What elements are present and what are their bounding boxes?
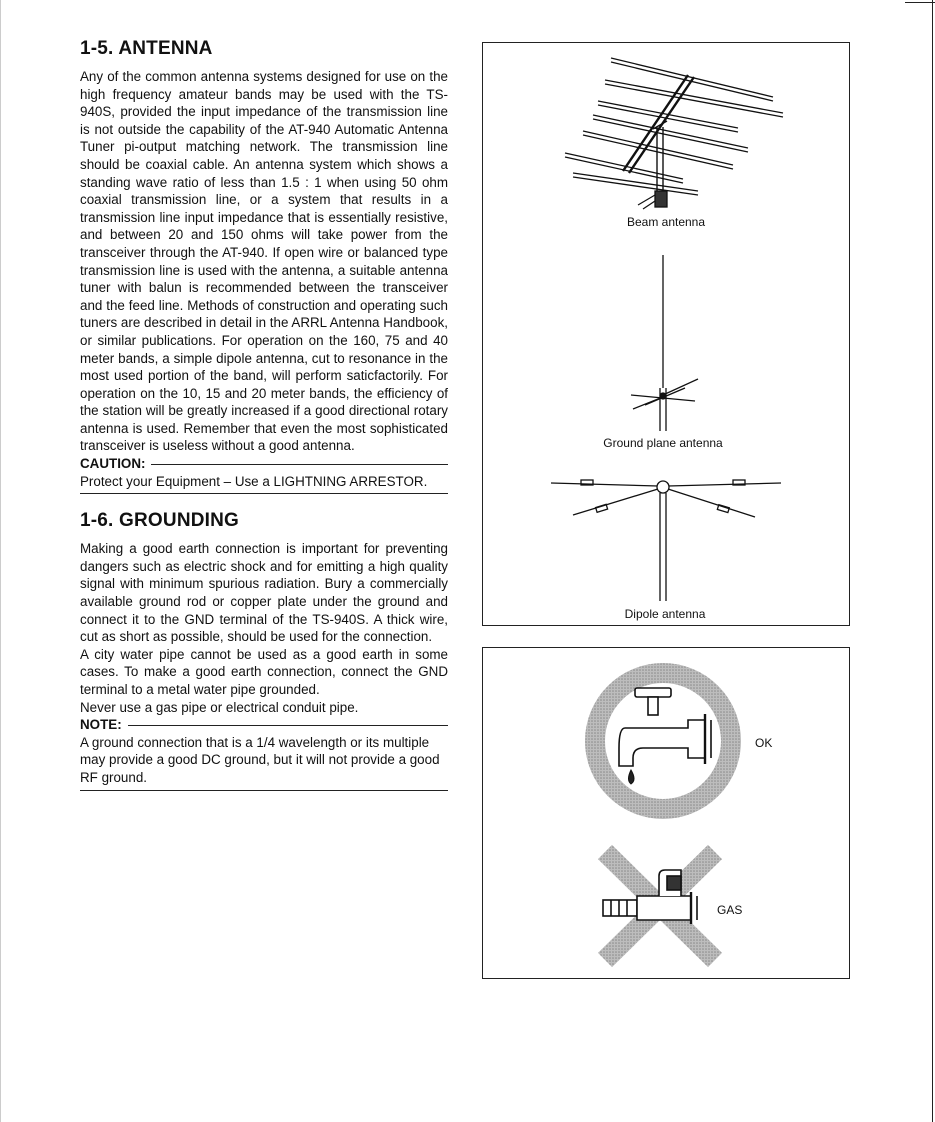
note-label-row — [80, 716, 448, 734]
antenna-heading: 1-5. ANTENNA — [80, 38, 213, 59]
ground-plane-antenna-caption: Ground plane antenna — [603, 436, 723, 450]
ok-faucet-drawing — [595, 673, 731, 809]
dipole-antenna-drawing — [551, 480, 781, 601]
beam-antenna-drawing — [565, 58, 783, 209]
ok-label: OK — [755, 736, 773, 750]
caution-label: CAUTION: — [80, 456, 146, 472]
gas-label: GAS — [717, 903, 743, 917]
grounding-paragraph-2: A city water pipe cannot be used as a good earth in some cases. To make a good earth connection, connect the GND terminal to a metal water pipe grounded. — [80, 646, 448, 697]
ground-plane-antenna-drawing — [631, 255, 698, 431]
dipole-antenna-caption: Dipole antenna — [624, 607, 706, 621]
grounding-illustrations — [483, 648, 849, 978]
note-label: NOTE: — [80, 717, 122, 733]
page-left-edge — [0, 0, 1, 1122]
antenna-figure-box — [482, 42, 850, 626]
antenna-section — [80, 38, 448, 494]
note-text: A ground connection that is a 1/4 wavelength or its multiple may provide a good DC ground, but it will not provide a good RF ground. — [80, 734, 448, 791]
grounding-paragraph-3: Never use a gas pipe or electrical conduit pipe. — [80, 699, 359, 715]
grounding-heading: 1-6. GROUNDING — [80, 510, 240, 532]
caution-rule — [151, 464, 448, 465]
antenna-illustrations — [483, 43, 849, 625]
beam-antenna-caption: Beam antenna — [626, 215, 706, 229]
page-corner-mark — [905, 2, 935, 3]
caution-text: Protect your Equipment – Use a LIGHTNING ARRESTOR. — [80, 473, 448, 495]
grounding-paragraph-1: Making a good earth connection is important for preventing dangers such as electric shock and for emitting a high quality signal with minimum spurious radiation. Bury a commercially available ground rod or copper plate under the ground and connect it to the GND terminal of the TS-940S. A thick wire, cut as short as possible, should be used for the connection. — [80, 541, 448, 645]
grounding-section — [80, 510, 448, 790]
caution-label-row — [80, 455, 448, 473]
antenna-body: Any of the common antenna systems designed for use on the high frequency amateur bands may be used with the TS-940S, provided the input impedance of the transmission line is not outside the capability of the AT-940 Automatic Antenna Tuner pi-output matching network. The transmission line should be coaxial cable. An antenna system which shows a standing wave ratio of less than 1.5 : 1 when using 50 ohm coaxial transmission line, or a system that results in a transmission line input impedance that is essentially resistive, and between 20 and 150 ohms will take power from the transceiver through the AT-940. If open wire or balanced type transmission line is used with the antenna, a suitable antenna tuner with balun is recommended between the transceiver and the feed line. Methods of construction and operating such tuners are described in detail in the ARRL Antenna Handbook, or similar publications. For operation on the 160, 75 and 40 meter bands, a simple dipole antenna, cut to resonance in the most used portion of the band, will perform saticfactorily. For operation on the 10, 15 and 20 meter bands, the efficiency of the station will be greatly increased if a good directional rotary antenna is used. Remember that even the most sophisticated transceiver is useless without a good antenna. — [80, 69, 448, 454]
gas-pipe-drawing — [603, 852, 715, 960]
page-right-edge — [932, 0, 933, 1122]
note-rule — [128, 725, 448, 726]
grounding-figure-box — [482, 647, 850, 979]
text-column — [80, 38, 448, 791]
